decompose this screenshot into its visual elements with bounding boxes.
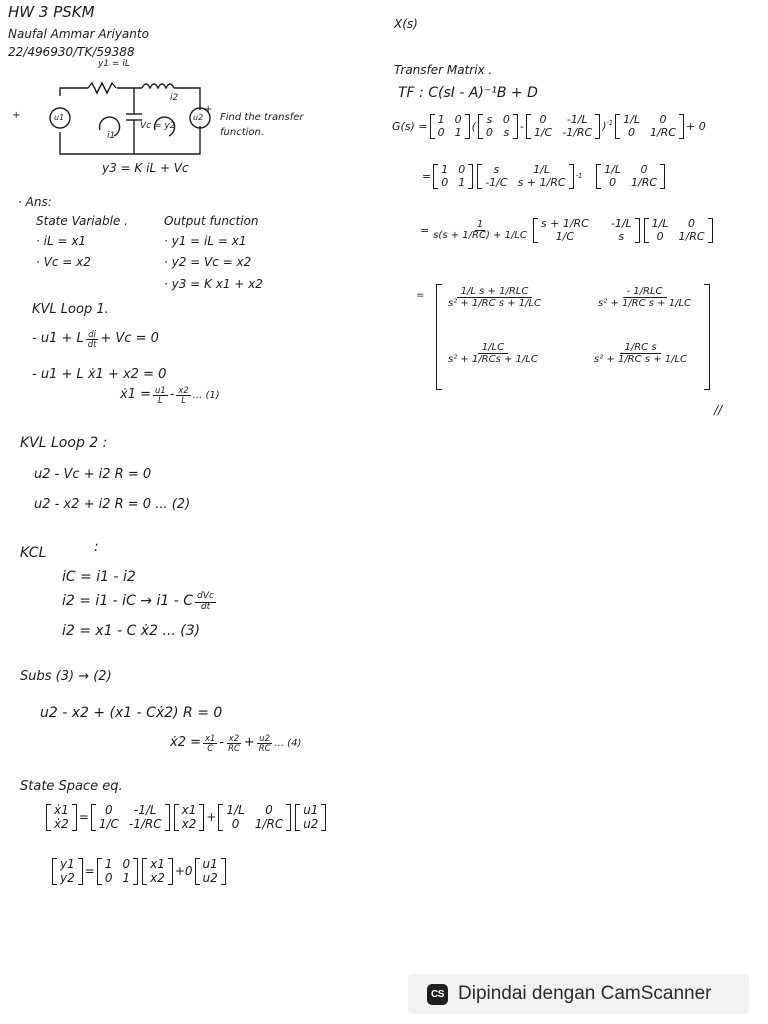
subs-eq2-n1: x1: [205, 733, 216, 743]
gs-a-matrix: [526, 114, 600, 139]
end-mark: //: [714, 403, 723, 417]
c-matrix: [97, 858, 138, 885]
ss-equals-1: =: [78, 810, 89, 825]
ans-text: Ans:: [25, 195, 52, 209]
result-r1c1-num: 1/L s + 1/RLC: [457, 286, 533, 298]
camscanner-logo-icon: CS: [427, 984, 448, 1005]
subs-eq2: ẋ2 = $\frac{x1}{C}$ - x2 RC + $\frac{u2}{RC}$ ... (4): [170, 733, 302, 753]
gs-si-matrix: [478, 114, 518, 139]
ss-equals-2: =: [84, 864, 95, 879]
a-12: -1/L: [133, 803, 157, 817]
result-r2c1-den: s² + 1/RCs + 1/LC: [448, 354, 538, 365]
l3-b-matrix: [644, 218, 713, 243]
circuit-plus-left: +: [12, 110, 21, 121]
l2-i-matrix: [433, 164, 473, 189]
subs-eq2-n3: u2: [259, 733, 270, 743]
x-vector: [174, 804, 205, 831]
x-out-2: x2: [150, 871, 165, 886]
author-name: Naufal Ammar Ariyanto: [8, 27, 149, 41]
c-12: 0: [122, 857, 131, 871]
l3-den: s(s + 1/RC) + 1/LC: [433, 230, 527, 242]
l2-m-12: 1/L: [533, 163, 550, 176]
l3-adj-11: s + 1/RC: [540, 217, 589, 230]
result-r1c2: [598, 286, 691, 309]
l3-b-11: 1/L: [651, 217, 669, 230]
a-22: -1/RC: [128, 817, 162, 832]
u-out-1: u1: [202, 857, 218, 871]
final-result-matrix: [436, 284, 710, 392]
gs-line3: = $\frac{1}{s(s + 1/RC) + 1/LC}$ s + 1/RC -1/L 1/C s 1/L 0 0 1/RC: [420, 218, 715, 243]
kcl-eq2-num: dVc: [197, 591, 214, 601]
kvl-loop2-eq1: u2 - Vc + i2 R = 0: [34, 467, 152, 482]
gs-c-21: 0: [437, 126, 445, 140]
gs-lhs: G(s) =: [392, 119, 428, 133]
kvl-loop1-eq1: [32, 330, 159, 349]
camscanner-text: Dipindai dengan CamScanner: [458, 983, 712, 1004]
y-vector: [52, 858, 83, 885]
kvl1-eq1-part-a: - u1 + L: [32, 331, 84, 347]
l2-m-11: s: [493, 163, 500, 176]
c-11: 1: [104, 857, 113, 871]
state-space-title: State Space eq.: [20, 779, 123, 794]
gs-b-matrix: [615, 114, 684, 139]
gs-line1: G(s) = 1 0 0 1 ( s 0 0 s - 0 -1/L 1/C -1/RC )$^{-1}$ 1/L 0 0 1/RC + 0: [392, 113, 706, 140]
state-space-eq1: [44, 804, 328, 831]
l2-i-11: 1: [441, 163, 449, 176]
circuit-top-label: y1 = iL: [98, 59, 130, 69]
l3-b-12: 0: [688, 217, 696, 230]
l3-adj-12: -1/L: [610, 217, 632, 230]
l2-b-22: 1/RC: [630, 176, 658, 190]
subs-eq2-frac3: [257, 734, 273, 753]
page-title: HW 3 PSKM: [8, 3, 95, 21]
result-r1c1: [448, 286, 541, 309]
source-u1-label: u1: [54, 113, 65, 122]
kvl1-eq3-n2: x2: [178, 385, 189, 395]
gs-b-12: 0: [659, 113, 667, 126]
student-ids: 22/496930/TK/59388: [8, 45, 135, 59]
l2-b-12: 0: [640, 163, 648, 176]
a-11: 0: [105, 803, 113, 817]
output-function-header: Output function: [164, 214, 259, 228]
a-21: 1/C: [98, 817, 119, 832]
kcl-eq2-fraction: [195, 592, 216, 612]
kcl-title: KCL: [20, 545, 47, 561]
l2-m-22: s + 1/RC: [517, 176, 566, 190]
l2-m-21: -1/C: [485, 176, 508, 190]
l3-b-21: 0: [656, 230, 664, 244]
subs-eq2-tag: ... (4): [274, 737, 302, 749]
gs-line2: = 1 0 0 1 s 1/L -1/C s + 1/RC -1 1/L 0 0 1/RC: [422, 164, 667, 189]
result-r2c2-den: s² + 1/RC s + 1/LC: [594, 354, 688, 365]
kvl1-eq3-tag: ... (1): [192, 389, 220, 401]
kvl-loop2-title: KVL Loop 2 :: [20, 435, 108, 451]
subs-eq1: u2 - x2 + (x1 - Cẋ2) R = 0: [40, 705, 223, 721]
l2-b-21: 0: [609, 176, 617, 190]
subs-eq2-d3: RC: [258, 742, 271, 753]
xdot-1: ẋ1: [54, 803, 69, 817]
subs-title: Subs (3) → (2): [20, 669, 112, 684]
u-2: u2: [303, 817, 319, 832]
x-vector-out: [142, 858, 173, 885]
result-r1c2-den: s² + 1/RC s + 1/LC: [598, 298, 692, 309]
camscanner-badge: [408, 974, 749, 1014]
u-1: u1: [303, 803, 319, 817]
subs-eq2-n2: x2: [228, 733, 240, 743]
l2-i-21: 0: [441, 176, 449, 190]
gs-c-12: 0: [454, 113, 462, 126]
l3-adj-21: 1/C: [555, 230, 575, 244]
gs-si-11: s: [486, 113, 493, 126]
kvl1-eq3-frac1: [153, 386, 168, 405]
state-variable-2: · Vc = x2: [36, 255, 91, 269]
gs-a-11: 0: [539, 113, 547, 126]
result-r2c1: [448, 342, 538, 365]
gs-plus-zero: + 0: [685, 119, 706, 133]
gs-b-21: 0: [628, 126, 636, 140]
kvl-loop2-eq2: u2 - x2 + i2 R = 0 ... (2): [34, 497, 191, 512]
gs-c-11: 1: [437, 113, 445, 126]
x-out-1: x1: [150, 857, 165, 871]
circuit-bottom-label: y3 = K iL + Vc: [102, 161, 189, 175]
ans-label: · Ans:: [18, 195, 52, 209]
a-matrix: [91, 804, 170, 831]
subs-eq2-frac2: [226, 734, 242, 753]
kvl-loop1-eq2: - u1 + L ẋ1 + x2 = 0: [32, 367, 167, 382]
kvl1-eq1-part-b: + Vc = 0: [100, 331, 159, 347]
result-r2c2-num: 1/RC s: [620, 342, 660, 354]
result-r2c2: [594, 342, 687, 365]
kvl-loop1-eq3: ẋ1 = $\frac{u1}{L}$ - x2 L ... (1): [120, 385, 220, 405]
kvl1-eq3-n1: u1: [155, 385, 166, 395]
final-equals: =: [416, 290, 425, 301]
kvl-loop1-title: KVL Loop 1.: [32, 302, 109, 317]
gs-si-22: s: [503, 126, 510, 140]
x-2: x2: [181, 817, 197, 832]
b-matrix: [218, 804, 291, 831]
kvl1-eq3-d1: L: [158, 394, 163, 405]
l3-num: 1: [476, 218, 484, 230]
l3-adj-matrix: [533, 218, 640, 243]
result-r2c1-num: 1/LC: [478, 342, 508, 354]
subs-eq2-lhs: ẋ2 =: [170, 735, 201, 751]
output-function-3: · y3 = K x1 + x2: [164, 277, 263, 291]
kcl-eq1: iC = i1 - i2: [62, 569, 136, 585]
gs-a-22: -1/RC: [562, 126, 593, 140]
state-variable-header: State Variable .: [36, 214, 128, 228]
l2-b-11: 1/L: [604, 163, 621, 176]
kcl-colon: :: [94, 539, 99, 555]
l2-i-22: 1: [458, 176, 466, 190]
gs-a-12: -1/L: [566, 113, 588, 126]
gs-b-11: 1/L: [623, 113, 640, 126]
d-zero: 0: [184, 864, 193, 879]
subs-eq2-d1: C: [207, 742, 214, 753]
loop-i1-label: i1: [107, 131, 116, 141]
u-vector-out: [195, 858, 226, 885]
circuit-note-line2: function.: [220, 127, 265, 138]
state-variable-1: · iL = x1: [36, 234, 87, 248]
u-out-2: u2: [202, 871, 218, 886]
kcl-eq2-part-a: i2 = i1 - iC → i1 - C: [62, 593, 193, 610]
transfer-formula: TF : C(sI - A)⁻¹B + D: [398, 85, 538, 101]
loop-i2-label: i2: [170, 93, 179, 103]
c-21: 0: [104, 871, 113, 886]
l2-b-matrix: [596, 164, 665, 189]
kvl1-eq3-frac2: [176, 386, 190, 405]
c-22: 1: [122, 871, 131, 886]
l3-fraction: [431, 220, 529, 242]
inductor: [142, 84, 174, 88]
gs-si-21: 0: [485, 126, 493, 140]
gs-c-22: 1: [454, 126, 462, 140]
xdot-2: ẋ2: [54, 817, 69, 832]
resistor-left: [88, 83, 116, 93]
gs-c-matrix: [430, 114, 470, 139]
circuit-note-line1: Find the transfer: [220, 112, 304, 123]
gs-a-21: 1/C: [533, 126, 553, 140]
kvl1-eq3-d2: L: [181, 394, 186, 405]
state-space-eq2: [50, 858, 228, 885]
kvl1-eq1-fraction: [86, 330, 99, 349]
output-function-1: · y1 = iL = x1: [164, 234, 247, 248]
kcl-eq3: i2 = x1 - C ẋ2 ... (3): [62, 623, 201, 639]
output-function-2: · y2 = Vc = x2: [164, 255, 252, 269]
u-vector: [295, 804, 326, 831]
l2-i-12: 0: [458, 163, 466, 176]
kvl1-eq1-den: dt: [87, 338, 97, 349]
kvl1-eq3-lhs: ẋ1 =: [120, 387, 151, 403]
gs-b-22: 1/RC: [649, 126, 676, 140]
gs-si-12: 0: [502, 113, 510, 126]
l3-adj-22: s: [618, 230, 625, 244]
l2-m-matrix: [477, 164, 573, 189]
l3-b-22: 1/RC: [678, 230, 705, 244]
kcl-eq2: [62, 592, 218, 612]
subs-eq2-d2: RC: [228, 742, 240, 753]
y-1: y1: [60, 857, 75, 871]
result-r1c2-num: - 1/RLC: [623, 286, 667, 298]
kvl1-eq1-num: di: [88, 329, 96, 339]
capacitor-label: Vc = y2: [140, 121, 176, 131]
subs-eq2-frac1: [203, 734, 217, 753]
ss-plus-1: +: [206, 810, 217, 825]
b-21: 0: [231, 817, 240, 832]
x-1: x1: [181, 803, 197, 817]
b-22: 1/RC: [254, 817, 284, 832]
ss-plus-2: +: [174, 864, 185, 879]
circuit-plus-right: +: [204, 104, 213, 115]
result-r1c1-den: s² + 1/RC s + 1/LC: [448, 298, 542, 309]
page-mark: X(s): [394, 17, 418, 31]
b-11: 1/L: [226, 803, 245, 817]
y-2: y2: [60, 871, 75, 886]
b-12: 0: [265, 803, 273, 817]
xdot-vector: [46, 804, 77, 831]
transfer-title: Transfer Matrix .: [394, 63, 493, 77]
source-u2-label: u2: [193, 113, 204, 122]
kcl-eq2-den: dt: [200, 601, 211, 612]
